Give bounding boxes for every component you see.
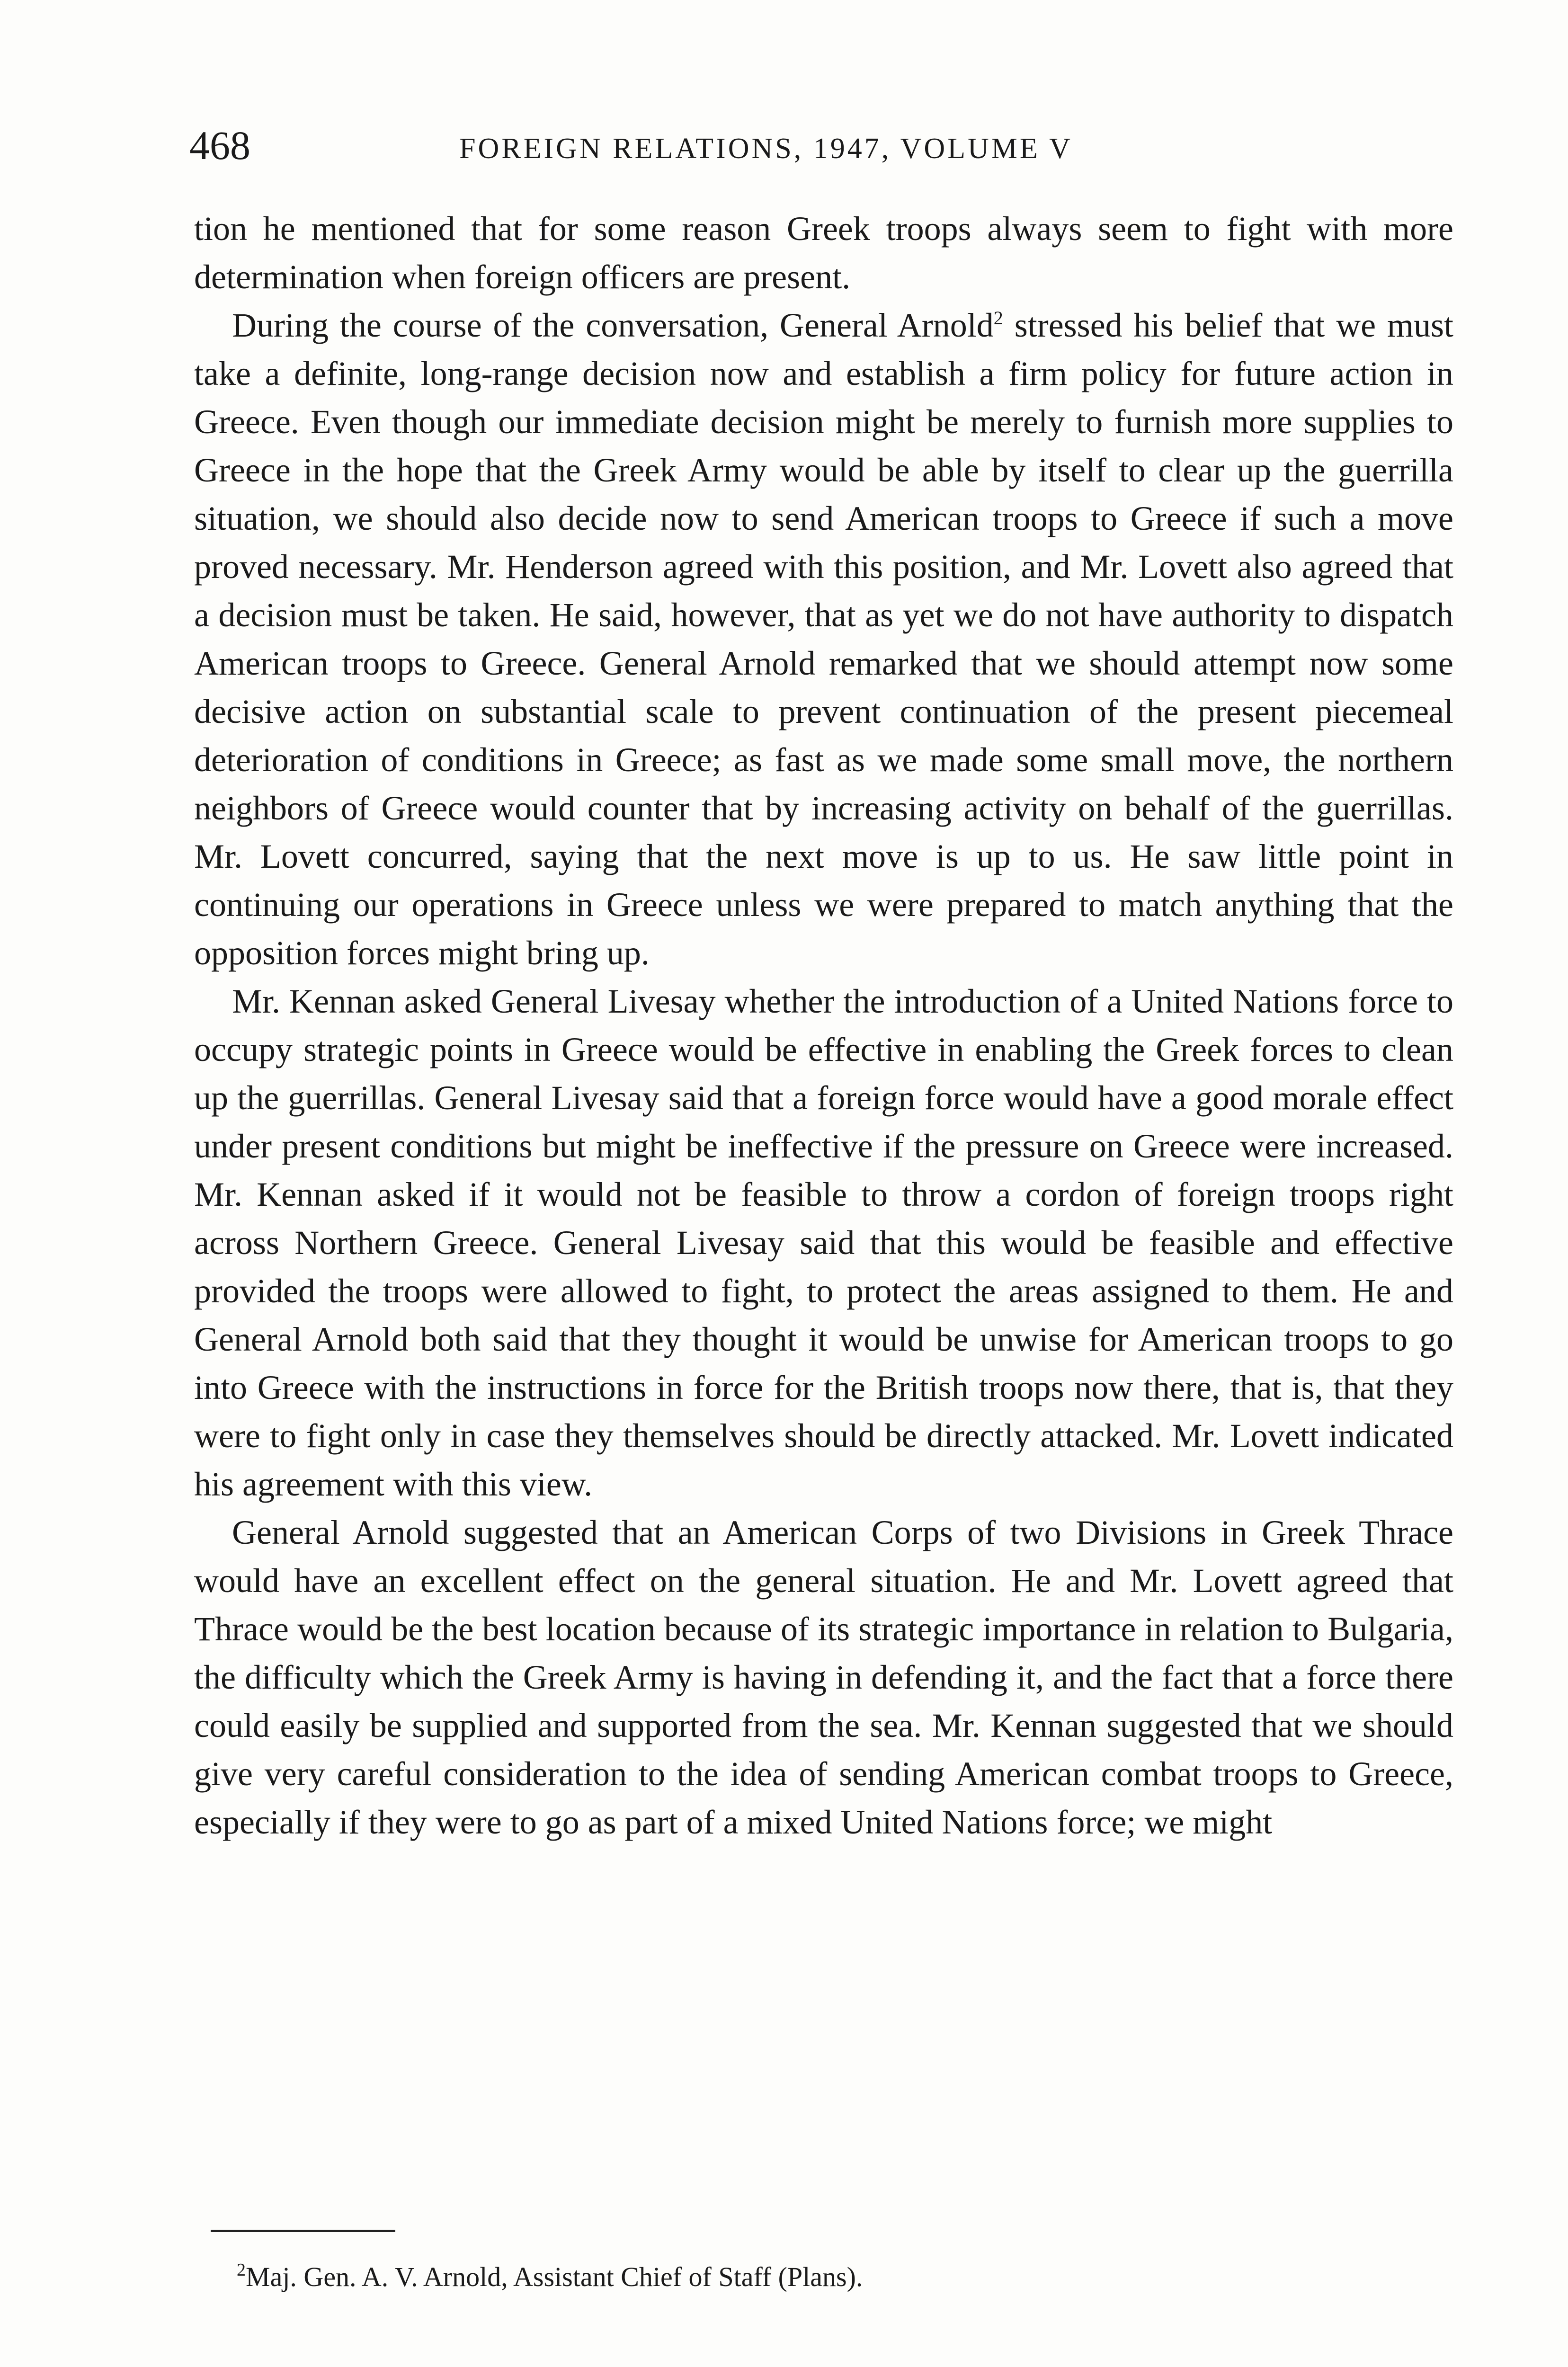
running-title: FOREIGN RELATIONS, 1947, VOLUME V (459, 133, 1073, 165)
paragraph-text-before-ref: During the course of the conversation, General Arnold (232, 306, 994, 344)
paragraph-kennan-livesay: Mr. Kennan asked General Livesay whether the introduction of a United Nations force to occupy strategic points in Greece would be effective in enabling the Greek forces to clean up the guerrillas. General Livesay said that a foreign force would have a good morale effect under present conditions but might be ineffective if the pressure on Greece were increased. Mr. Kennan asked if it would not be feasible to throw a cordon of foreign troops right across Northern Greece. General Livesay said that this would be feasible and effective provided the troops were allowed to fight, to protect the areas assigned to them. He and General Arnold both said that they thought it would be unwise for American troops to go into Greece with the instructions in force for the British troops now there, that is, that they were to fight only in case they themselves should be directly attacked. Mr. Lovett indicated his agreement with this view. (194, 982, 1453, 1503)
paragraph-thrace-corps: General Arnold suggested that an American Corps of two Divisions in Greek Thrace would have an excellent effect on the general situation. He and Mr. Lovett agreed that Thrace would be the best location because of its strategic importance in relation to Bulgaria, the difficulty which the Greek Army is having in defending it, and the fact that a force there could easily be supplied and supported from the sea. Mr. Kennan suggested that we should give very careful consideration to the idea of sending American combat troops to Greece, especially if they were to go as part of a mixed United Nations force; we might (194, 1513, 1453, 1841)
paragraph-continuation: tion he mentioned that for some reason Greek troops always seem to fight with more determination when foreign officers are present. (194, 210, 1453, 296)
body-text (194, 205, 1453, 1846)
footnote-reference-marker: 2 (993, 307, 1003, 329)
page-number: 468 (189, 123, 250, 168)
paragraph-text-after-ref: stressed his belief that we must take a definite, long-range decision now and establish a firm policy for future action in Greece. Even though our immediate decision might be merely to furnish more supplies to Greece in the hope that the Greek Army would be able by itself to clear up the guerrilla situation, we should also decide now to send American troops to Greece if such a move proved necessary. Mr. Henderson agreed with this position, and Mr. Lovett also agreed that a decision must be taken. He said, however, that as yet we do not have authority to dispatch American troops to Greece. General Arnold remarked that we should attempt now some decisive action on substantial scale to prevent continuation of the present piecemeal deterioration of conditions in Greece; as fast as we made some small move, the northern neighbors of Greece would counter that by increasing activity on behalf of the guerrillas. Mr. Lovett concurred, saying that the next move is up to us. He saw little point in continuing our operations in Greece unless we were prepared to match anything that the opposition forces might bring up. (194, 306, 1453, 972)
paragraph-arnold-decision (194, 301, 1453, 977)
footnote-text: Maj. Gen. A. V. Arnold, Assistant Chief of Staff (Plans). (246, 2261, 863, 2292)
footnote-divider (211, 2230, 395, 2232)
footnote (237, 2258, 1373, 2296)
page-header (185, 124, 1184, 167)
footnote-marker: 2 (237, 2260, 246, 2280)
